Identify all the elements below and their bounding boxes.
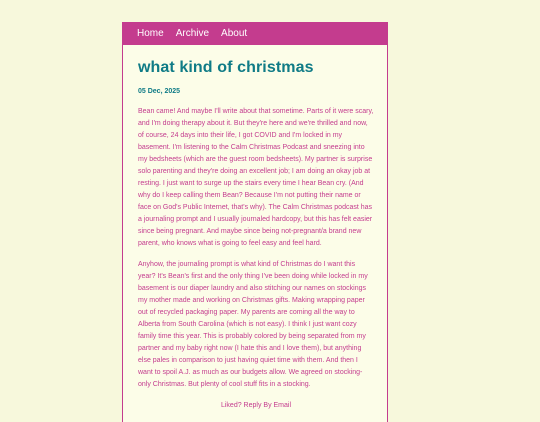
post-date: 05 Dec, 2025: [138, 88, 181, 95]
post-paragraph: Bean came! And maybe I'll write about that sometime. Parts of it were scary, and I'm doing therapy about it. But they're here and we're thrilled and now, of course, 24 days into their life, I got COVID and I'm locked in my basement. I'm listening to the Calm Christmas Podcast and sneezing into my bedsheets (which are the guest room bedsheets). My partner is surprise solo parenting and they're doing an excellent job; I am doing an okay job at resting. I just want to surge up the stairs every time I hear Bean cry. (And why do I keep calling them Bean? Because I'm not putting their name or face on God's Public Internet, that's why). The Calm Christmas podcast has a journaling prompt and I usually journaled hardcopy, but this has felt easier since being pregnant. And maybe since being not-pregnant/a brand new parent, who knows what is going to feel easy and feel hard.: [138, 108, 374, 247]
post-body: [138, 106, 374, 391]
post-content: [123, 45, 387, 412]
post-title: what kind of christmas: [138, 59, 314, 76]
page-container: [122, 22, 388, 422]
reply-by-email-link[interactable]: Liked? Reply By Email: [220, 402, 292, 409]
top-nav: [123, 22, 387, 45]
post-paragraph: Anyhow, the journaling prompt is what kind of Christmas do I want this year? It's Bean's first and the only thing I've been doing while locked in my basement is our diaper laundry and also stitching our names on stockings my mother made and working on Christmas gifts. Making wrapping paper out of recycled packaging paper. My parents are coming all the way to Alberta from South Carolina (which is not easy). I think I just want cozy family time this year. This is probably colored by being separated from my partner and my baby right now (I hate this and I love them), but anything else pales in comparison to just having quiet time with them. And then I want to spoil A.J. as much as our budgets allow. We agreed on stocking-only Christmas. But plenty of cool stuff fits in a stocking.: [138, 261, 368, 388]
nav-home-link[interactable]: Home: [137, 27, 164, 39]
nav-about-link[interactable]: About: [221, 27, 248, 39]
nav-archive-link[interactable]: Archive: [175, 27, 210, 39]
